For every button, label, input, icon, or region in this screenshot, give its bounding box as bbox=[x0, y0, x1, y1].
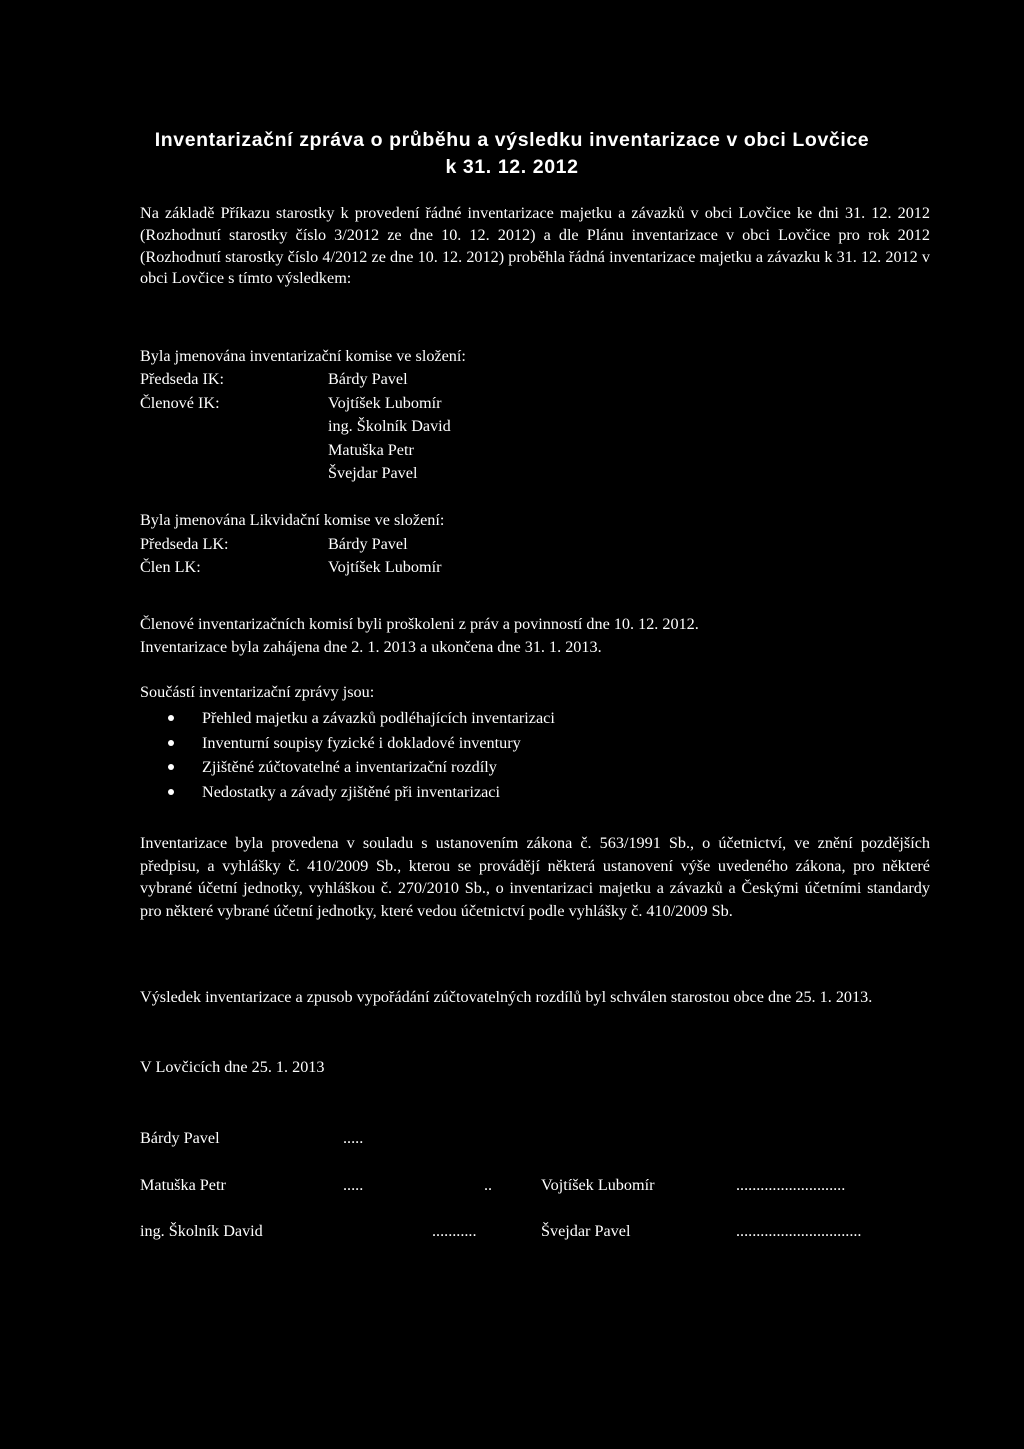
result-paragraph: Výsledek inventarizace a zpusob vypořádání zúčtovatelných rozdílů byl schválen starostou obce dne 25. 1. 2013. bbox=[140, 988, 873, 1006]
inv-chair-label: Předseda IK: bbox=[140, 370, 225, 388]
inv-member: Vojtíšek Lubomír bbox=[328, 394, 442, 412]
signature-line: ..... bbox=[343, 1129, 364, 1147]
signature-name: ing. Školník David bbox=[140, 1222, 263, 1240]
intro-paragraph: Na základě Příkazu starostky k provedení řádné inventarizace majetku a závazků v obci Lovčice ke dni 31. 12. 2012 (Rozhodnutí starostky číslo 3/2012 ze dne 10. 12. 2012) a dle Plánu inventarizace v obci Lovčice pro rok 2012 (Rozhodnutí starostky číslo 4/2012 ze dne 10. 12. 2012) proběhla řádná inventarizace majetku a závazku k 31. 12. 2012 v obci Lovčice s tímto výsledkem: bbox=[140, 204, 930, 288]
list-item: Nedostatky a závady zjištěné při inventarizaci bbox=[140, 780, 840, 805]
parts-list bbox=[140, 706, 840, 804]
inventory-period-line: Inventarizace byla zahájena dne 2. 1. 2013 a ukončena dne 31. 1. 2013. bbox=[140, 638, 602, 656]
inv-member: ing. Školník David bbox=[328, 417, 451, 435]
inv-member: Švejdar Pavel bbox=[328, 464, 418, 482]
inv-chair-name: Bárdy Pavel bbox=[328, 370, 408, 388]
training-line: Členové inventarizačních komisí byli proškoleni z práv a povinností dne 10. 12. 2012. bbox=[140, 615, 699, 633]
signature-name: Bárdy Pavel bbox=[140, 1129, 220, 1147]
list-item: Inventurní soupisy fyzické i dokladové inventury bbox=[140, 731, 840, 756]
signature-line: .. bbox=[484, 1176, 493, 1194]
liq-member-label: Člen LK: bbox=[140, 558, 201, 576]
list-item: Přehled majetku a závazků podléhajících inventarizaci bbox=[140, 706, 840, 731]
document-title-date: k 31. 12. 2012 bbox=[445, 156, 579, 178]
inv-committee-heading: Byla jmenována inventarizační komise ve složení: bbox=[140, 347, 466, 365]
list-item: Zjištěné zúčtovatelné a inventarizační rozdíly bbox=[140, 755, 840, 780]
liq-member-name: Vojtíšek Lubomír bbox=[328, 558, 442, 576]
signature-name: Matuška Petr bbox=[140, 1176, 226, 1194]
signature-line: ............................... bbox=[736, 1222, 862, 1240]
liq-committee-heading: Byla jmenována Likvidační komise ve složení: bbox=[140, 511, 445, 529]
signature-line: ........... bbox=[432, 1222, 477, 1240]
signature-name: Vojtíšek Lubomír bbox=[541, 1176, 655, 1194]
signature-name: Švejdar Pavel bbox=[541, 1222, 631, 1240]
liq-chair-label: Předseda LK: bbox=[140, 535, 229, 553]
liq-chair-name: Bárdy Pavel bbox=[328, 535, 408, 553]
document-title: Inventarizační zpráva o průběhu a výsledku inventarizace v obci Lovčice bbox=[154, 129, 870, 151]
place-date: V Lovčicích dne 25. 1. 2013 bbox=[140, 1058, 325, 1076]
legal-paragraph: Inventarizace byla provedena v souladu s ustanovením zákona č. 563/1991 Sb., o účetnictví, ve znění pozdějších předpisu, a vyhlášky č. 410/2009 Sb., kterou se provádějí některá ustanovení výše uvedeného zákona, pro některé vybrané účetní jednotky, vyhláškou č. 270/2010 Sb., o inventarizaci majetku a závazků a Českými účetními standardy pro některé vybrané účetní jednotky, které vedou účetnictví podle vyhlášky č. 410/2009 Sb. bbox=[140, 834, 930, 920]
parts-heading: Součástí inventarizační zprávy jsou: bbox=[140, 683, 375, 701]
inv-member: Matuška Petr bbox=[328, 441, 414, 459]
signature-line: ........................... bbox=[736, 1176, 846, 1194]
inv-members-label: Členové IK: bbox=[140, 394, 220, 412]
signature-line: ..... bbox=[343, 1176, 364, 1194]
